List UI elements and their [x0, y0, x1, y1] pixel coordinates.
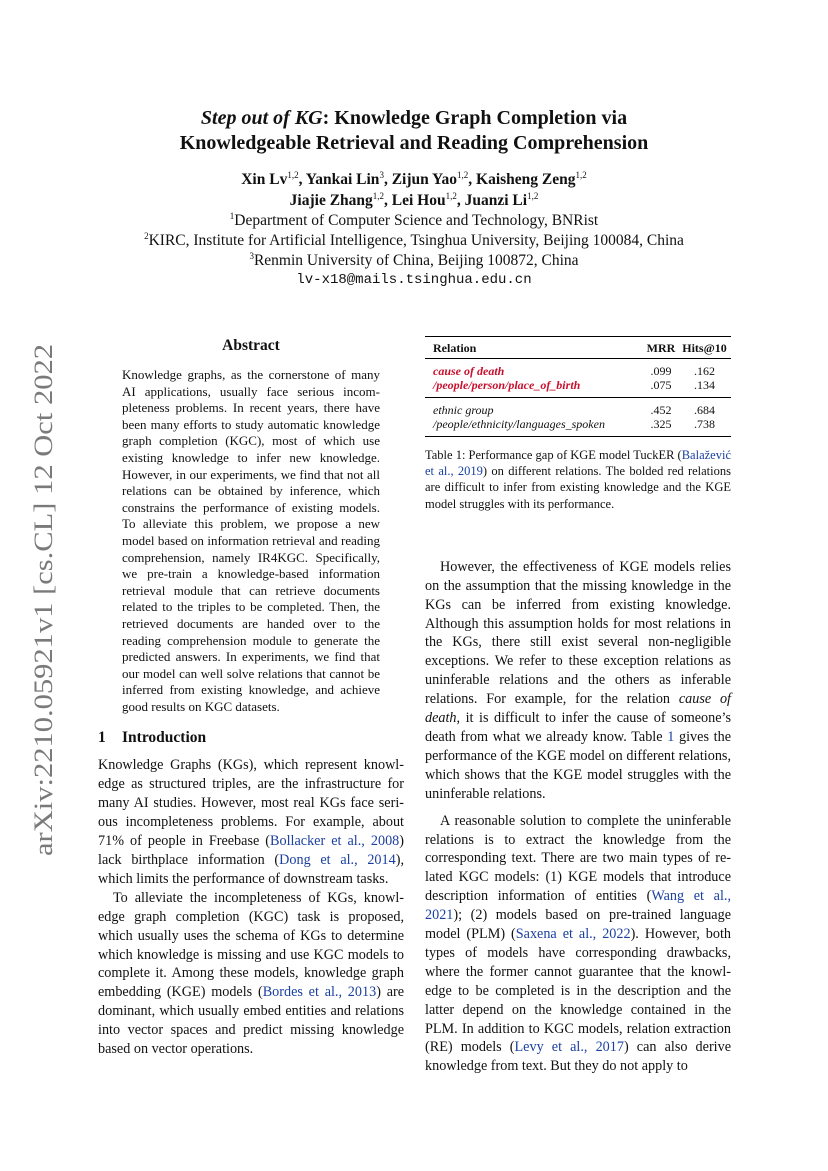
- author-sup: 1,2: [445, 191, 457, 201]
- affiliation-1: [96, 211, 732, 231]
- table-cell-relation: ethnic group: [433, 403, 494, 417]
- affiliation-text: KIRC, Institute for Artificial Intelligence, Tsinghua University, Beijing 100084, China: [148, 232, 684, 249]
- table-header-row: [425, 337, 731, 359]
- citation-link[interactable]: Bordes et al., 2013: [262, 984, 377, 1001]
- text-run: ), which limits the performance of downstream tasks.: [98, 852, 404, 887]
- right-paragraph-2: [425, 812, 731, 1077]
- author-sep: ,: [456, 192, 465, 209]
- text-run: ) lack birthplace information (: [98, 833, 404, 868]
- author-name: Kaisheng Zeng: [476, 171, 576, 188]
- section-heading-introduction: [98, 729, 404, 747]
- text-run: ). However, both types of models have corresponding drawbacks, where the former cannot guarantee that the knowledge to be completed is in the description and the latter depend on the knowledge contained in the PLM. In addition to KGC models, relation extraction (RE) models (: [425, 926, 731, 1056]
- text-run: However, the effectiveness of KGE models relies on the assumption that the missing knowledge in the KGs can be inferred from existing knowledge. Although this assumption holds for most relations in the KGs, there still exist several non-negligible exceptions. We refer to these exception relations as uninferable relations and the others as inferable relations. For example, for the relation: [425, 558, 731, 708]
- table-cell: .134: [678, 378, 731, 398]
- citation-link[interactable]: Levy et al., 2017: [514, 1039, 624, 1056]
- table-cell-relation: /people/person/place_of_birth: [425, 378, 644, 398]
- paper-title-rest: : Knowledge Graph Completion via: [322, 107, 628, 129]
- section-title: Introduction: [122, 729, 207, 747]
- text-run: ) are dominant, which usually embed entities and relations into vector spaces and predict missing knowledge based on vector operations.: [98, 984, 405, 1058]
- table-cell: .452: [650, 403, 672, 417]
- table-cell: .738: [694, 417, 716, 431]
- author-name: Yankai Lin: [305, 171, 380, 188]
- table-row: [425, 417, 731, 437]
- affiliation-2: [96, 231, 732, 251]
- table-header: Hits@10: [678, 337, 731, 359]
- citation-link[interactable]: Balažević et al., 2019: [425, 448, 731, 479]
- text-run: ); (2) models based on pre-trained language model (PLM) (: [425, 907, 731, 943]
- affiliation-sup: 1: [229, 211, 235, 221]
- author-line-1: [96, 169, 732, 190]
- arxiv-stamp: [16, 340, 60, 860]
- author-name: Zijun Yao: [391, 171, 458, 188]
- abstract-text: Knowledge graphs, as the cornerstone of many AI applications, usually face serious incompleteness problems. In recent years, there have been many efforts to study automatic knowledge graph completion (KGC), most of which use existing knowledge to infer new knowledge. However, in our experiments, we find that not all relations can be obtained by inference, which constrains the performance of existing models. To alleviate this problem, we propose a new model based on information retrieval and reading comprehension, namely IR4KGC. Specifically, we pre-train a knowledge-based information retrieval module that can retrieve documents related to the triples to be completed. Then, the retrieved documents are handed over to the reading comprehension module to generate the predicted answers. In experiments, we find that our model can well solve relations that cannot be inferred from existing knowledge, and achieve good results on KGC datasets.: [122, 367, 380, 714]
- table-cell-relation: cause of death: [433, 364, 505, 378]
- author-sup: 1,2: [287, 170, 299, 180]
- citation-link[interactable]: Saxena et al., 2022: [515, 926, 631, 943]
- right-column: [425, 336, 731, 1076]
- text-run: , it is difficult to infer the cause of someone’s death from what we already know. Table: [425, 710, 731, 745]
- table-cell-relation: /people/ethnicity/languages_spoken: [433, 417, 605, 431]
- citation-link[interactable]: Bollacker et al., 2008: [270, 833, 400, 850]
- arxiv-stamp-text: arXiv:2210.05921v1 [cs.CL] 12 Oct 2022: [28, 411, 58, 856]
- table-cell: .162: [694, 364, 716, 378]
- table-reference-link[interactable]: 1: [667, 728, 675, 745]
- author-name: Juanzi Li: [464, 192, 528, 209]
- author-sep: ,: [298, 171, 306, 188]
- paper-title-line-1: [96, 106, 732, 131]
- paper-title-line-2: Knowledgeable Retrieval and Reading Comprehension: [179, 132, 649, 154]
- title-block: [96, 106, 732, 290]
- text-run: Knowledge Graphs (KGs), which represent knowledge as structured triples, are the infrastructure for many AI studies. However, most real KGs face serious incompleteness problems. For example, about 71% of people in Freebase (: [98, 757, 404, 850]
- abstract-heading: Abstract: [222, 337, 280, 354]
- text-run: ) can also derive knowledge from text. But they do not apply to: [425, 1039, 731, 1075]
- affiliation-text: Department of Computer Science and Technology, BNRist: [234, 212, 599, 229]
- text-run: ) on different relations. The bolded red relations are difficult to infer from existing knowledge and the KGE model struggles with its performance.: [425, 464, 731, 511]
- author-sup: 1,2: [457, 170, 469, 180]
- table-header: Relation: [425, 337, 644, 359]
- results-table: [425, 336, 731, 437]
- table-header: MRR: [644, 337, 678, 359]
- intro-paragraph-2: [98, 889, 404, 1059]
- text-run: To alleviate the incompleteness of KGs, knowledge graph completion (KGC) task is proposed, which usually uses the schema of KGs to determine which knowledge is missing and use KGC models to complete it. Among these models, knowledge graph embedding (KGE) models (: [98, 889, 404, 1001]
- author-name: Xin Lv: [241, 171, 288, 188]
- table-row: [425, 398, 731, 418]
- author-email: lv-x18@mails.tsinghua.edu.cn: [296, 272, 532, 288]
- text-run-italic: cause of death: [425, 691, 732, 727]
- paper-title-italic: Step out of KG: [200, 107, 323, 129]
- author-name: Lei Hou: [391, 192, 446, 209]
- author-sep: ,: [468, 171, 477, 188]
- table-cell: .099: [650, 364, 672, 378]
- text-run: gives the performance of the KGE model on different relations, which shows that the KGE model struggles with the uninferable relations.: [425, 728, 731, 802]
- text-run: A reasonable solution to complete the uninferable relations is to extract the knowledge from the corresponding text. There are two main types of related KGC models: (1) KGE models that introduce description information of entities (: [425, 812, 731, 905]
- author-sup: 1,2: [527, 191, 539, 201]
- affiliation-sup: 2: [144, 231, 149, 241]
- table-caption: [425, 447, 731, 512]
- affiliation-3: [96, 251, 732, 271]
- table-row: [425, 378, 731, 398]
- affiliation-sup: 3: [249, 251, 254, 261]
- citation-link[interactable]: Dong et al., 2014: [279, 852, 396, 868]
- right-body: [425, 558, 731, 1076]
- right-paragraph-1: [425, 558, 731, 804]
- text-run: Table 1: Performance gap of KGE model TuckER (: [425, 448, 682, 462]
- left-column: [98, 336, 404, 1059]
- intro-paragraph-1: [98, 756, 404, 888]
- author-sup: 1,2: [372, 191, 385, 201]
- author-sup: 3: [379, 170, 384, 180]
- table-cell: .075: [644, 378, 678, 398]
- table-row: [425, 359, 731, 379]
- table-cell: .325: [650, 417, 672, 431]
- table-cell: .684: [694, 403, 716, 417]
- author-sep: ,: [384, 192, 392, 209]
- section-number: 1: [98, 729, 106, 747]
- affiliation-text: Renmin University of China, Beijing 100872, China: [253, 252, 579, 269]
- author-name: Jiajie Zhang: [289, 192, 373, 209]
- citation-link[interactable]: Wang et al., 2021: [425, 888, 732, 924]
- author-sup: 1,2: [575, 170, 587, 180]
- author-line-2: [96, 190, 732, 211]
- author-sep: ,: [383, 171, 392, 188]
